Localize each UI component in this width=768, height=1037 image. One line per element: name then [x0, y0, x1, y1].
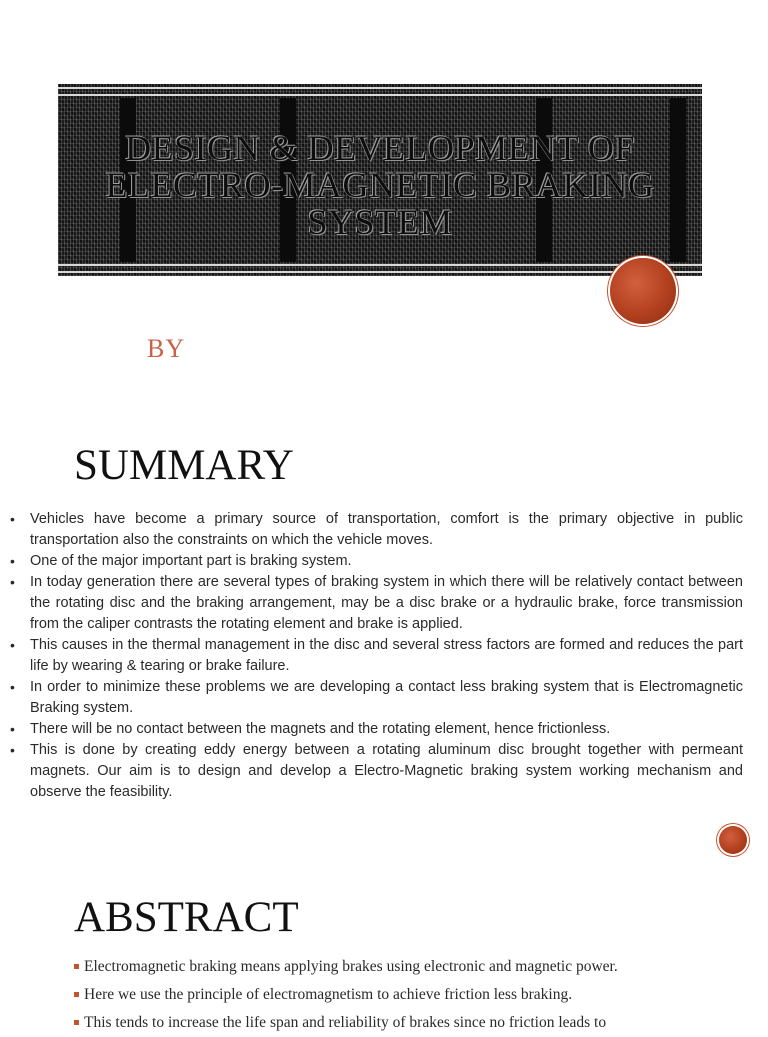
abstract-list [74, 953, 734, 1037]
summary-bullet [10, 551, 743, 572]
abstract-heading: ABSTRACT [74, 894, 299, 941]
bullet-square-icon [74, 964, 79, 969]
banner-rule [58, 94, 702, 96]
bullet-text: Electromagnetic braking means applying brakes using electronic and magnetic power. [84, 958, 618, 975]
bullet-text: Vehicles have become a primary source of transportation, comfort is the primary objective in public transportation also the constraints on which the vehicle moves. [30, 511, 743, 548]
summary-bullet [10, 677, 743, 719]
bullet-dot-icon: • [10, 553, 15, 569]
bullet-text: This is done by creating eddy energy between a rotating aluminum disc brought together with permeant magnets. Our aim is to design and develop a Electro-Magnetic braking system working mechanism and observe the feasibility. [30, 742, 743, 800]
bullet-dot-icon: • [10, 679, 15, 695]
bullet-square-icon [74, 992, 79, 997]
summary-bullet [10, 635, 743, 677]
abstract-bullet [74, 1009, 734, 1037]
bullet-text: There will be no contact between the magnets and the rotating element, hence frictionless. [30, 721, 611, 737]
summary-bullet [10, 509, 743, 551]
bullet-dot-icon: • [10, 742, 15, 758]
summary-bullet [10, 572, 743, 635]
bullet-square-icon [74, 1020, 79, 1025]
bullet-dot-icon: • [10, 637, 15, 653]
summary-bullet [10, 740, 743, 803]
bullet-dot-icon: • [10, 511, 15, 527]
abstract-bullet [74, 953, 734, 981]
decorative-circle-icon [719, 826, 747, 854]
slide-title: DESIGN & DEVELOPMENT OF ELECTRO-MAGNETIC BRAKING SYSTEM [105, 128, 655, 242]
decorative-circle-icon [610, 258, 676, 324]
bullet-dot-icon: • [10, 721, 15, 737]
bullet-dot-icon: • [10, 574, 15, 590]
abstract-bullet [74, 981, 734, 1009]
bullet-text: In today generation there are several types of braking system in which there will be relatively contact between the rotating disc and the braking arrangement, may be a disc brake or a hydraulic brake, force transmission from the caliper contrasts the rotating element and brake is applied. [30, 574, 743, 632]
bullet-text: Here we use the principle of electromagnetism to achieve friction less braking. [84, 986, 573, 1003]
bullet-text: One of the major important part is braking system. [30, 553, 352, 569]
bullet-text: This tends to increase the life span and reliability of brakes since no friction leads to [84, 1014, 607, 1031]
summary-bullet [10, 719, 743, 740]
summary-list [10, 509, 743, 803]
banner-rule [58, 264, 702, 266]
summary-heading: SUMMARY [74, 442, 294, 489]
title-banner [58, 84, 702, 276]
bullet-text: This causes in the thermal management in the disc and several stress factors are formed and reduces the part life by wearing & tearing or brake failure. [30, 637, 743, 674]
banner-rule [58, 271, 702, 273]
banner-rule [58, 87, 702, 89]
bullet-text: In order to minimize these problems we are developing a contact less braking system that is Electromagnetic Braking system. [30, 679, 743, 716]
by-label: BY [147, 334, 186, 363]
